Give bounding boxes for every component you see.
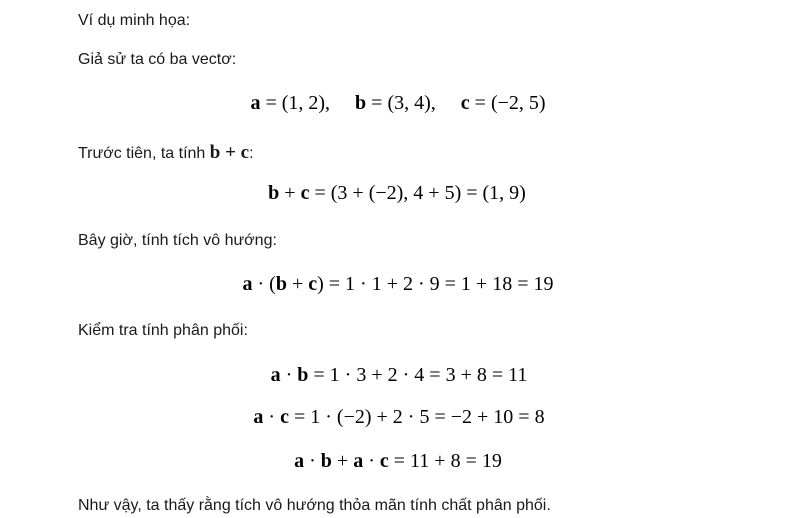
ac-equation: a · c = 1 · (−2) + 2 · 5 = −2 + 10 = 8 — [253, 406, 545, 428]
conclusion-text: Như vậy, ta thấy rằng tích vô hướng thỏa mãn tính chất phân phối. — [78, 497, 551, 514]
step1-line — [78, 142, 254, 164]
vector-a: a = (1, 2), — [250, 92, 331, 114]
vectors-equation — [0, 92, 798, 115]
step2-text: Bây giờ, tính tích vô hướng: — [78, 232, 277, 249]
step1-colon: : — [249, 145, 254, 162]
total-equation: a · b + a · c = 11 + 8 = 19 — [294, 450, 502, 472]
sum-equation: b + c = (3 + (−2), 4 + 5) = (1, 9) — [268, 182, 526, 204]
example-heading: Ví dụ minh họa: — [78, 12, 191, 29]
dot-product-equation: a · (b + c) = 1 · 1 + 2 · 9 = 1 + 18 = 19 — [242, 273, 554, 295]
ab-equation: a · b = 1 · 3 + 2 · 4 = 3 + 8 = 11 — [270, 364, 528, 386]
vector-b: b = (3, 4), — [355, 92, 436, 114]
step1-inline-math: b + c — [209, 142, 250, 163]
step1-text: Trước tiên, ta tính — [78, 145, 206, 162]
intro-text: Giả sử ta có ba vectơ: — [78, 51, 237, 68]
vector-c: c = (−2, 5) — [460, 92, 546, 114]
step3-text: Kiểm tra tính phân phối: — [78, 322, 248, 339]
